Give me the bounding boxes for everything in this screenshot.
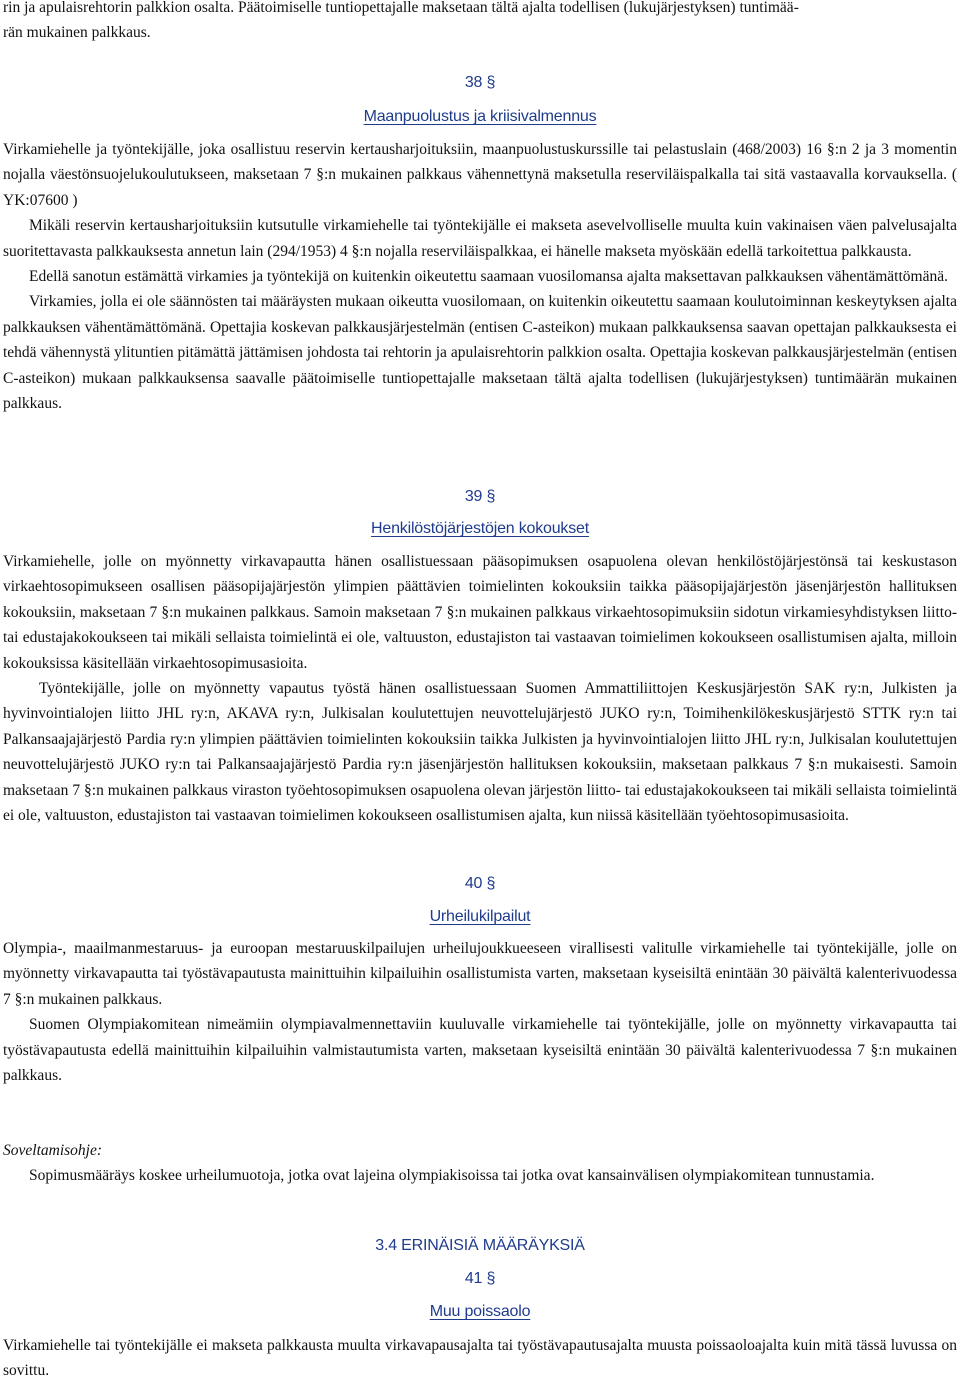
section-39-body [3, 549, 957, 828]
section-40-body [3, 936, 957, 1088]
section-39-title: Henkilöstöjärjestöjen kokoukset [371, 520, 589, 537]
application-note [3, 1138, 957, 1189]
application-note-body: Sopimusmääräys koskee urheilumuotoja, jotka ovat lajeina olympiakisoissa tai jotka ovat kansainvälisen olympiakomitean tunnustamia. [29, 1167, 875, 1185]
section-40-number: 40 § [464, 875, 496, 892]
section-38-paragraph-1: Virkamiehelle ja työntekijälle, joka osallistuu reservin kertausharjoituksiin, maanpuolustuskurssille tai pelastuslain (468/2003) 16 §:n 2 ja 3 momentin nojalla väestönsuojelukoulutukseen, maksetaan 7 §:n mukainen palkkaus vähennettynä maksetulla reserviläispalkalla tai sitä vastaavalla korvauksella. ( YK:07600 ) [3, 141, 957, 209]
application-note-label: Soveltamisohje: [3, 1142, 103, 1159]
section-40-title: Urheilukilpailut [429, 908, 531, 925]
section-38-body [3, 137, 957, 416]
section-41-paragraph-1: Virkamiehelle tai työntekijälle ei makseta palkkausta muulta virkavapausajalta tai työstävapautusajalta muusta poissaoloajalta kuin mitä tässä luvussa on sovittu. [3, 1337, 957, 1380]
section-38-paragraph-3: Edellä sanotun estämättä virkamies ja työntekijä on kuitenkin oikeutettu saamaan vuosilomansa ajalta maksettavan palkkauksen vähentämättömänä. [29, 268, 948, 286]
section-40-paragraph-2: Suomen Olympiakomitean nimeämiin olympiavalmennettaviin kuuluvalle virkamiehelle tai työntekijälle, jolle on myönnetty virkavapautta tai työstävapautusta edellä mainittuihin kilpailuihin valmistautumista varten, maksetaan kyseisiltä enintään 30 päivältä kalenterivuodessa 7 §:n mukainen palkkaus. [3, 1016, 957, 1085]
intro-continuation [3, 0, 957, 46]
section-38-number: 38 § [464, 74, 496, 91]
section-38-title: Maanpuolustus ja kriisivalmennus [363, 108, 597, 125]
section-39-number: 39 § [464, 488, 496, 505]
section-39-paragraph-2: Työntekijälle, jolle on myönnetty vapautus työstä hänen osallistuessaan Suomen Ammattiliittojen Keskusjärjestön SAK ry:n, Julkisten ja hyvinvointialojen liitto JHL ry:n, AKAVA ry:n, Julkisalan koulutettujen neuvottelujärjestö JUKO ry:n, Toimihenkilökeskusjärjestö STTK ry:n tai Palkansaajajärjestö Pardia ry:n ylimpien päättävien toimielinten kokouksiin taikka Julkisten ja hyvinvointialojen liitto JHL ry:n, Julkisalan koulutettujen neuvottelujärjestö JUKO ry:n tai Palkansaajajärjestö Pardia ry:n jäsenjärjestön hallituksen kokouksiin, maksetaan palkkaus 7 §:n mukaisesti. Samoin maksetaan 7 §:n mukainen palkkaus viraston työehtosopimuksen osapuolena olevan järjestön liitto- tai edustajakokoukseen tai mikäli sellaista toimielintä ei ole, valtuuston, edustajiston tai vastaavan toimielimen kokoukseen osallistumisen ajalta, kun niissä käsitellään työehtosopimusasioita. [3, 680, 957, 825]
section-41-body [3, 1333, 957, 1384]
intro-line-1: rin ja apulaisrehtorin palkkion osalta. Päätoimiselle tuntiopettajalle maksetaan tältä ajalta todellisen (lukujärjestyksen) tuntimää- [3, 0, 799, 16]
section-41-number: 41 § [464, 1270, 496, 1287]
section-40-paragraph-1: Olympia-, maailmanmestaruus- ja euroopan mestaruuskilpailujen urheilujoukkueeseen virallisesti valitulle virkamiehelle tai työntekijälle, jolle on myönnetty virkavapautta tai työstävapautusta mainittuihin kilpailuihin osallistumista varten, maksetaan kyseisiltä enintään 30 päivältä kalenterivuodessa 7 §:n mukainen palkkaus. [3, 940, 957, 1008]
section-39-paragraph-1: Virkamiehelle, jolle on myönnetty virkavapautta hänen osallistuessaan pääsopimuksen osapuolena olevan henkilöstöjärjestönsä tai keskustason virkaehtosopimukseen osallisen pääsopijajärjestön ylimpien päättävien toimielinten kokouksiin taikka pääsopijajärjestön jäsenjärjestön hallituksen kokouksiin, maksetaan 7 §:n mukainen palkkaus. Samoin maksetaan 7 §:n mukainen palkkaus virkaehtosopimuksiin sidotun virkamiesyhdistyksen liitto- tai edustajakokoukseen tai mikäli sellaista toimielintä ei ole, valtuuston, edustajiston tai vastaavan toimielimen kokoukseen osallistumisen ajalta, milloin kokouksissa käsitellään virkaehtosopimusasioita. [3, 553, 957, 672]
chapter-title: 3.4 ERINÄISIÄ MÄÄRÄYKSIÄ [375, 1237, 585, 1254]
intro-line-2: rän mukainen palkkaus. [3, 24, 151, 42]
section-38-paragraph-2: Mikäli reservin kertausharjoituksiin kutsutulle virkamiehelle tai työntekijälle ei makseta asevelvolliselle muulta kuin vakinaisen väen palvelusajalta suoritettavasta palkkauksesta annetun lain (294/1953) 4 §:n nojalla reserviläispalkkaa, ei hänelle makseta myöskään edellä tarkoitettua palkkausta. [3, 217, 957, 260]
section-41-title: Muu poissaolo [429, 1303, 531, 1320]
section-38-paragraph-4: Virkamies, jolla ei ole säännösten tai määräysten mukaan oikeutta vuosilomaan, on kuitenkin oikeutettu saamaan koulutoiminnan keskeytyksen ajalta palkkauksen vähentämättömänä. Opettajia koskevan palkkausjärjestelmän (entisen C-asteikon) mukaan palkkauksensa saavan opettajan palkkauksesta ei tehdä vähennystä ylituntien pitämättä jättämisen johdosta tai rehtorin ja apulaisrehtorin palkkion osalta. Opettajia koskevan palkkausjärjestelmän (entisen C-asteikon) mukaan palkkauksensa saavalle päätoimiselle tuntiopettajalle maksetaan tältä ajalta todellisen (lukujärjestyksen) tuntimäärän mukainen palkkaus. [3, 293, 957, 413]
